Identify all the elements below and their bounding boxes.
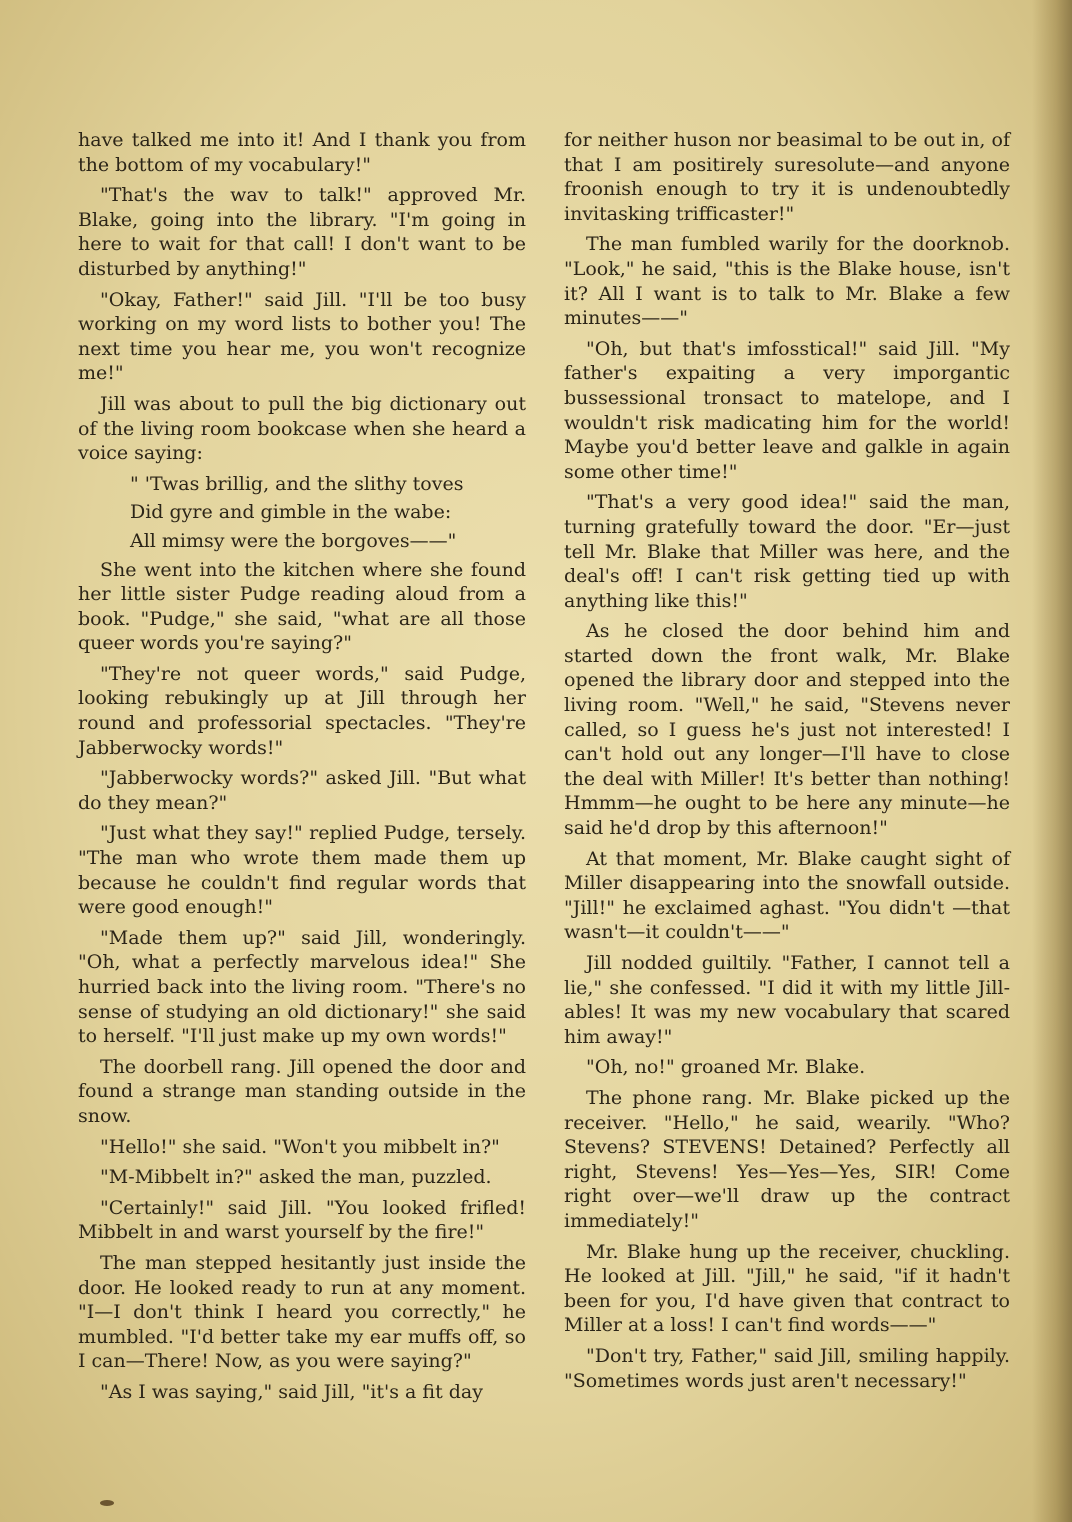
paragraph: The doorbell rang. Jill opened the door and found a strange man standing outside in the snow. [78, 1055, 526, 1127]
left-text-column [78, 128, 526, 1411]
paragraph: "Don't try, Father," said Jill, smiling happily. "Sometimes words just aren't necessary!" [564, 1344, 1010, 1392]
paragraph: Jill nodded guiltily. "Father, I cannot tell a lie," she confessed. "I did it with my little Jill-ables! It was my new vocabulary that scared him away!" [564, 952, 1010, 1048]
ink-speck [100, 1500, 114, 1506]
paragraph: "That's a very good idea!" said the man, turning gratefully toward the door. "Er—just tell Mr. Blake that Miller was here, and the deal's off! I can't risk getting tied up with anything like this!" [564, 491, 1010, 612]
paragraph: At that moment, Mr. Blake caught sight of Miller disappearing into the snowfall outside. "Jill!" he exclaimed aghast. "You didn't —that wasn't—it couldn't——" [564, 847, 1010, 944]
paragraph: "Just what they say!" replied Pudge, tersely. "The man who wrote them made them up because he couldn't find regular words that were good enough!" [78, 822, 526, 919]
paragraph: "M-Mibbelt in?" asked the man, puzzled. [100, 1166, 492, 1189]
paragraph: "As I was saying," said Jill, "it's a fit day [100, 1380, 483, 1403]
paragraph: Jill was about to pull the big dictionary out of the living room bookcase when she heard a voice saying: [78, 392, 526, 465]
paragraph: "Hello!" she said. "Won't you mibbelt in?" [100, 1135, 500, 1158]
paragraph: "Oh, no!" groaned Mr. Blake. [586, 1056, 866, 1079]
paragraph: "Okay, Father!" said Jill. "I'll be too busy working on my word lists to bother you! The next time you hear me, you won't recognize me!" [78, 288, 526, 385]
paragraph: "Jabberwocky words?" asked Jill. "But what do they mean?" [78, 767, 526, 814]
verse-line: All mimsy were the borgoves——" [130, 529, 457, 552]
paragraph: The man stepped hesitantly just inside the door. He looked ready to run at any moment. "I—I don't think I heard you correctly," he mumbled. "I'd better take my ear muffs off, so I can—There! Now, as you were saying?" [78, 1251, 526, 1373]
paragraph: "Certainly!" said Jill. "You looked frifled! Mibbelt in and warst yourself by the fire!" [78, 1196, 526, 1244]
verse-line: Did gyre and gimble in the wabe: [130, 501, 452, 524]
paragraph: As he closed the door behind him and started down the front walk, Mr. Blake opened the library door and stepped into the living room. "Well," he said, "Stevens never called, so I guess he's just not interested! I can't hold out any longer—I'll have to close the deal with Miller! It's better than nothing! Hmmm—he ought to be here any minute—he said he'd drop by this afternoon!" [564, 620, 1010, 840]
page-spine-shadow [1032, 0, 1072, 1522]
verse-line: " 'Twas brillig, and the slithy toves [130, 472, 464, 495]
right-text-column [564, 128, 1010, 1399]
paragraph: The man fumbled warily for the doorknob. "Look," he said, "this is the Blake house, isn't it? All I want is to talk to Mr. Blake a few minutes——" [564, 233, 1010, 330]
paragraph: She went into the kitchen where she found her little sister Pudge reading aloud from a book. "Pudge," she said, "what are all those queer words you're saying?" [78, 558, 526, 655]
paragraph: "They're not queer words," said Pudge, looking rebukingly up at Jill through her round and professorial spectacles. "They're Jabberwocky words!" [78, 662, 526, 759]
paragraph: "That's the wav to talk!" approved Mr. Blake, going into the library. "I'm going in here to wait for that call! I don't want to be disturbed by anything!" [78, 184, 526, 280]
paragraph: for neither huson nor beasimal to be out in, of that I am positirely suresolute—and anyone froonish enough to try it is undenoubtedly invitasking trifficaster!" [564, 129, 1010, 225]
paragraph: The phone rang. Mr. Blake picked up the receiver. "Hello," he said, wearily. "Who? Stevens? STEVENS! Detained? Perfectly all right, Stevens! Yes—Yes—Yes, SIR! Come right over—we'll draw up the contract immediately!" [564, 1086, 1010, 1232]
paragraph: have talked me into it! And I thank you from the bottom of my vocabulary!" [78, 129, 526, 176]
paragraph: "Made them up?" said Jill, wonderingly. "Oh, what a perfectly marvelous idea!" She hurried back into the living room. "There's no sense of studying an old dictionary!" she said to herself. "I'll just make up my own words!" [78, 926, 526, 1048]
paragraph: Mr. Blake hung up the receiver, chuckling. He looked at Jill. "Jill," he said, "if it hadn't been for you, I'd have given that contract to Miller at a loss! I can't find words——" [564, 1240, 1010, 1337]
paragraph: "Oh, but that's imfosstical!" said Jill. "My father's expaiting a very imporgantic bussessional tronsact to matelope, and I wouldn't risk madicating him for the world! Maybe you'd better leave and galkle in again some other time!" [564, 337, 1010, 483]
